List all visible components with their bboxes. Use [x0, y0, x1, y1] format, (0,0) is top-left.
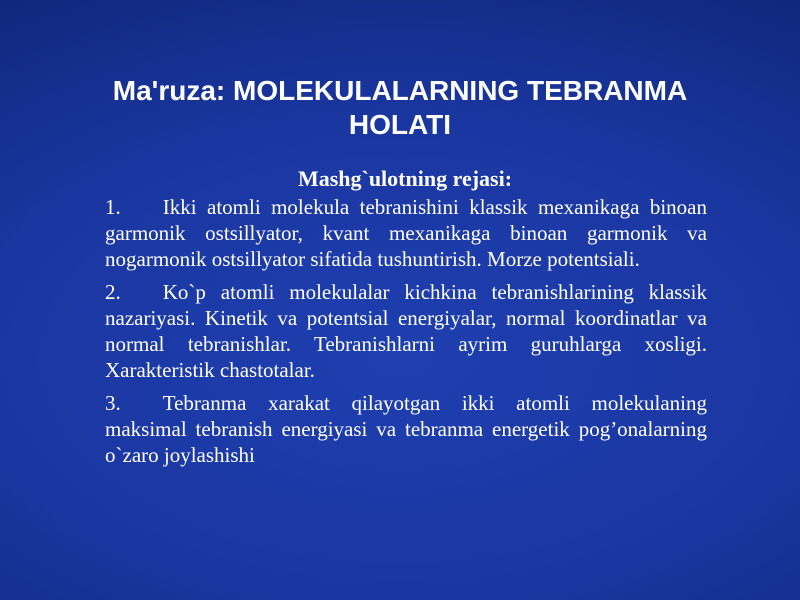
slide-title: Ma'ruza: MOLEKULALARNING TEBRANMA HOLATI [112, 75, 688, 140]
plan-item-2: 2. Ko`p atomli molekulalar kichkina tebranishlarining klassik nazariyasi. Kinetik va potentsial energiyalar, normal koordinatlar va normal tebranishlar. Tebranishlarni ayrim guruhlarga xosligi. Xarakteristik chastotalar. [105, 280, 707, 382]
plan-list [105, 194, 707, 475]
plan-heading: Mashg`ulotning rejasi: [297, 166, 513, 191]
plan-item-1: 1. Ikki atomli molekula tebranishini klassik mexanikaga binoan garmonik ostsillyator, kvant mexanikaga binoan garmonik va nogarmonik ostsillyator sifatida tushuntirish. Morze potentsiali. [105, 195, 707, 271]
plan-item-3: 3. Tebranma xarakat qilayotgan ikki atomli molekulaning maksimal tebranish energiyasi va tebranma energetik pog’onalarning o`zaro joylashishi [105, 391, 707, 467]
